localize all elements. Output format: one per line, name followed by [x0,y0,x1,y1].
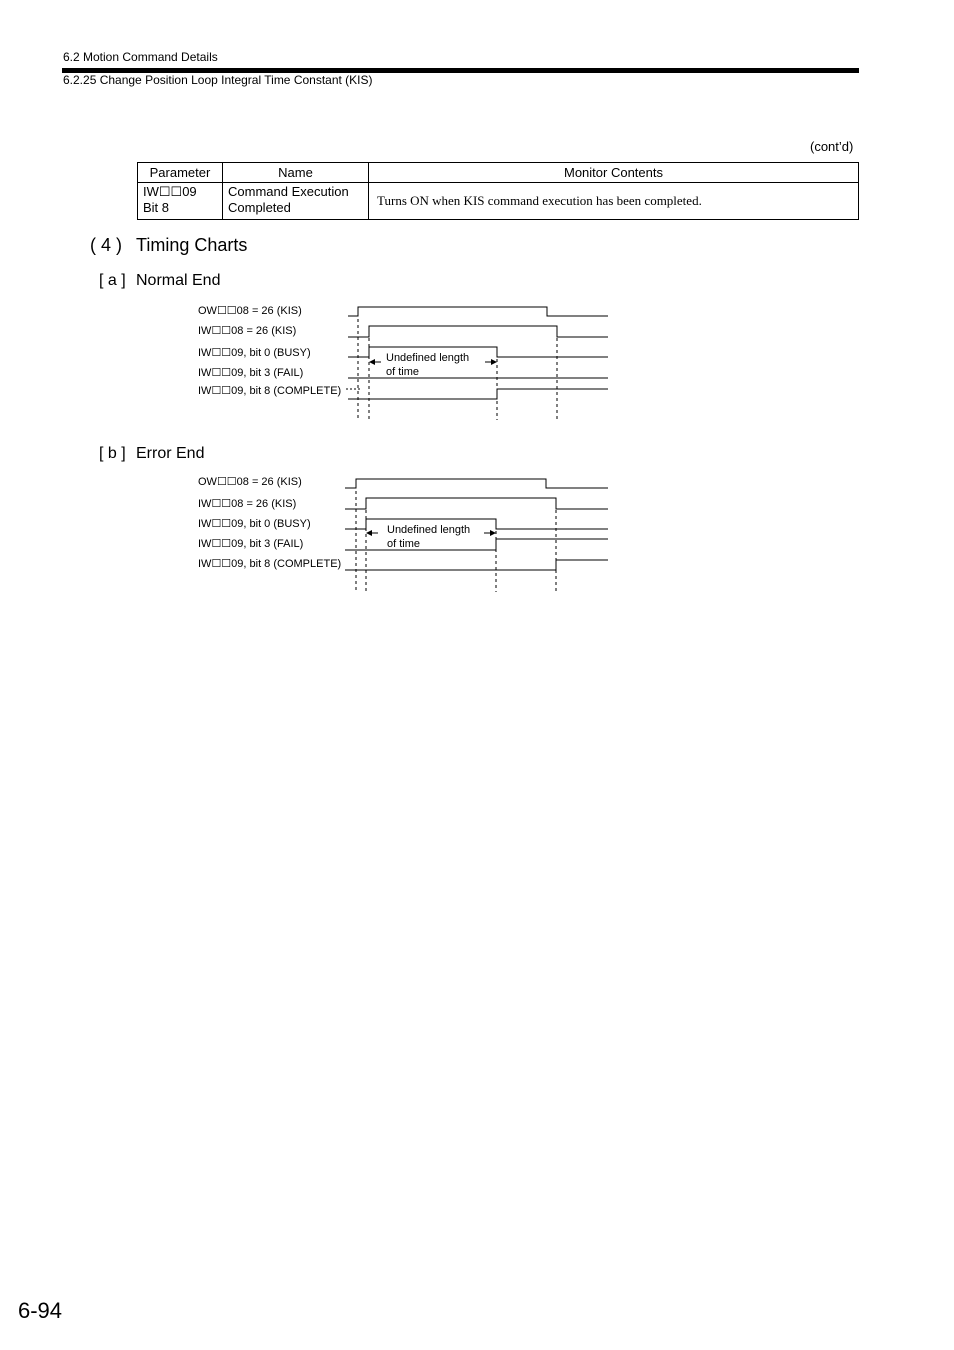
normal-signal-label: IW☐☐09, bit 8 (COMPLETE) [198,385,342,397]
error-end-heading [99,445,204,463]
col-name: Name [223,163,369,183]
normal-note-line2: of time [386,366,420,378]
error-signal-label: IW☐☐09, bit 8 (COMPLETE) [198,558,342,570]
normal-signal-label: IW☐☐09, bit 3 (FAIL) [198,367,304,379]
normal-end-heading [99,272,220,290]
name-line1: Command Execution [228,184,349,199]
page-number: 6-94 [18,1298,63,1323]
timing-heading-num: ( 4 ) [90,235,123,255]
col-parameter: Parameter [138,163,223,183]
error-signal-label: IW☐☐09, bit 3 (FAIL) [198,538,304,550]
parameter-table [137,162,859,220]
cell-name [223,183,369,220]
header-section: 6.2 Motion Command Details [63,50,218,64]
error-arrowhead-left [366,530,372,536]
table-header-row [138,163,859,183]
error-signal-label: IW☐☐09, bit 0 (BUSY) [198,518,311,530]
error-signal-label: IW☐☐08 = 26 (KIS) [198,498,297,510]
normal-signal-label: IW☐☐08 = 26 (KIS) [198,325,297,337]
param-line2: Bit 8 [143,200,170,215]
contd-note: (cont’d) [810,139,854,154]
timing-heading-text: Timing Charts [136,235,248,255]
timing-chart-normal [0,300,954,425]
normal-signal-label: OW☐☐08 = 26 (KIS) [198,305,302,317]
normal-end-label: [ a ] [99,272,126,289]
normal-note-line1: Undefined length [386,352,470,364]
error-ow08-waveform [345,479,608,488]
normal-arrowhead-left [369,359,375,365]
cell-parameter [138,183,223,220]
col-monitor-contents: Monitor Contents [369,163,859,183]
normal-iw08-waveform [348,326,608,337]
normal-end-title: Normal End [136,272,221,289]
error-note-line1: Undefined length [387,524,471,536]
normal-signal-label: IW☐☐09, bit 0 (BUSY) [198,347,311,359]
header-subsection: 6.2.25 Change Position Loop Integral Time Constant (KIS) [63,73,373,87]
error-note-line2: of time [387,538,421,550]
timing-chart-error [0,472,954,597]
timing-heading [90,235,247,256]
error-busy-waveform [345,519,608,529]
error-end-label: [ b ] [99,445,126,462]
error-end-title: Error End [136,445,205,462]
error-iw08-waveform [345,498,608,509]
error-signal-label: OW☐☐08 = 26 (KIS) [198,476,302,488]
table-row [138,183,859,220]
name-line2: Completed [228,200,291,215]
error-complete-waveform [345,560,608,570]
param-line1: IW☐☐09 [143,184,197,199]
normal-arrowhead-right [491,359,497,365]
error-arrowhead-right [490,530,496,536]
cell-contents: Turns ON when KIS command execution has been completed. [369,183,859,220]
error-fail-waveform [345,539,608,550]
normal-complete-waveform [348,389,608,399]
normal-ow08-waveform [348,307,608,316]
